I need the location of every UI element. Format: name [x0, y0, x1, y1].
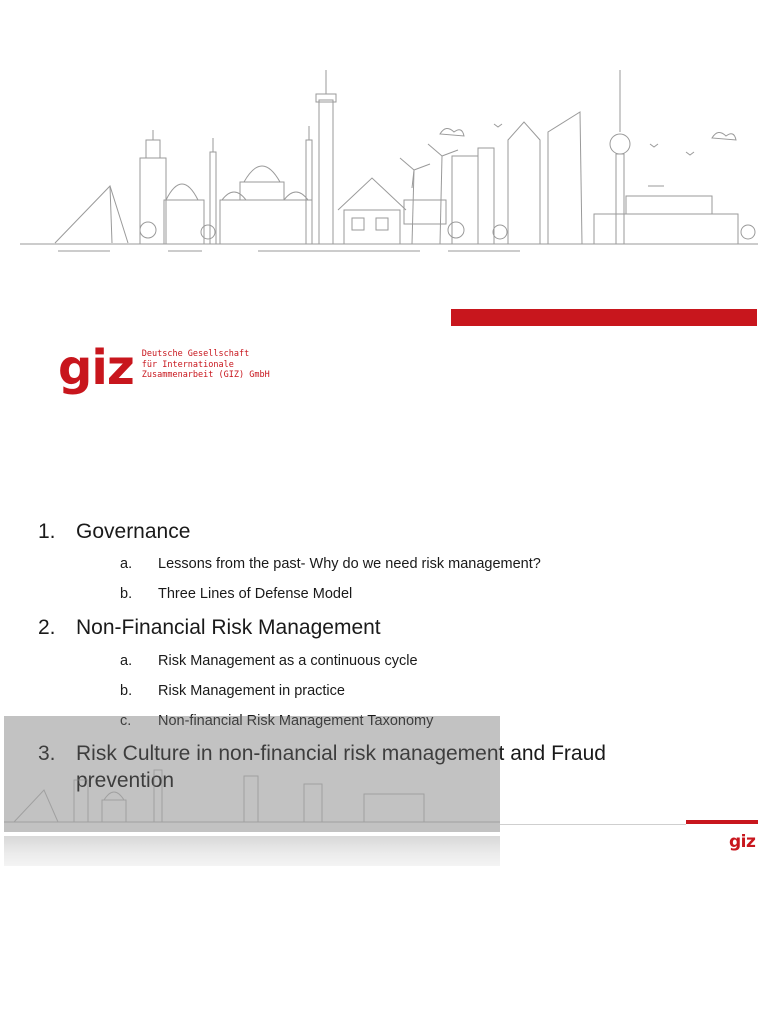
subitem-letter: a.: [120, 653, 133, 669]
footer-red-accent: [686, 820, 758, 824]
subitem-text: Risk Management as a continuous cycle: [158, 653, 418, 669]
logo-line: Zusammenarbeit (GIZ) GmbH: [141, 370, 270, 380]
agenda-item-number: 1.: [38, 520, 56, 543]
agenda-item-title: Governance: [76, 520, 191, 543]
subitem-letter: b.: [120, 586, 133, 602]
city-skyline-illustration: [0, 60, 768, 260]
agenda-item-number: 3.: [38, 742, 56, 765]
subitem-text: Lessons from the past- Why do we need risk management?: [158, 556, 541, 572]
agenda-item-title: Non-Financial Risk Management: [76, 616, 381, 639]
giz-logo-text: [142, 349, 270, 381]
subitem-text: Three Lines of Defense Model: [158, 586, 353, 602]
overlay-reflection-strip: [4, 836, 500, 866]
footer-giz-logo: giz: [729, 832, 756, 852]
giz-logo-mark: giz: [58, 340, 134, 396]
agenda-item-number: 2.: [38, 616, 56, 639]
agenda-subitem: [120, 584, 678, 604]
giz-logo: [58, 340, 270, 396]
subitem-text: Risk Management in practice: [158, 683, 345, 699]
agenda-item-governance: [38, 518, 678, 545]
subitem-letter: a.: [120, 556, 133, 572]
logo-line: für Internationale: [141, 359, 234, 370]
footer-divider: [500, 824, 686, 825]
agenda-subitem: [120, 681, 678, 701]
agenda-subitem: [120, 554, 678, 574]
faded-skyline-decoration: [4, 750, 500, 830]
subitem-letter: c.: [120, 713, 132, 729]
header-red-bar: [451, 309, 757, 326]
logo-line: Deutsche Gesellschaft: [141, 349, 250, 359]
subitem-letter: b.: [120, 683, 133, 699]
agenda-subitem: [120, 651, 678, 671]
agenda-item-title: Risk Culture in non-financial risk management and Fraud prevention: [76, 742, 606, 792]
agenda-item-non-financial-risk: [38, 614, 678, 641]
subitem-text: Non-financial Risk Management Taxonomy: [158, 713, 434, 729]
